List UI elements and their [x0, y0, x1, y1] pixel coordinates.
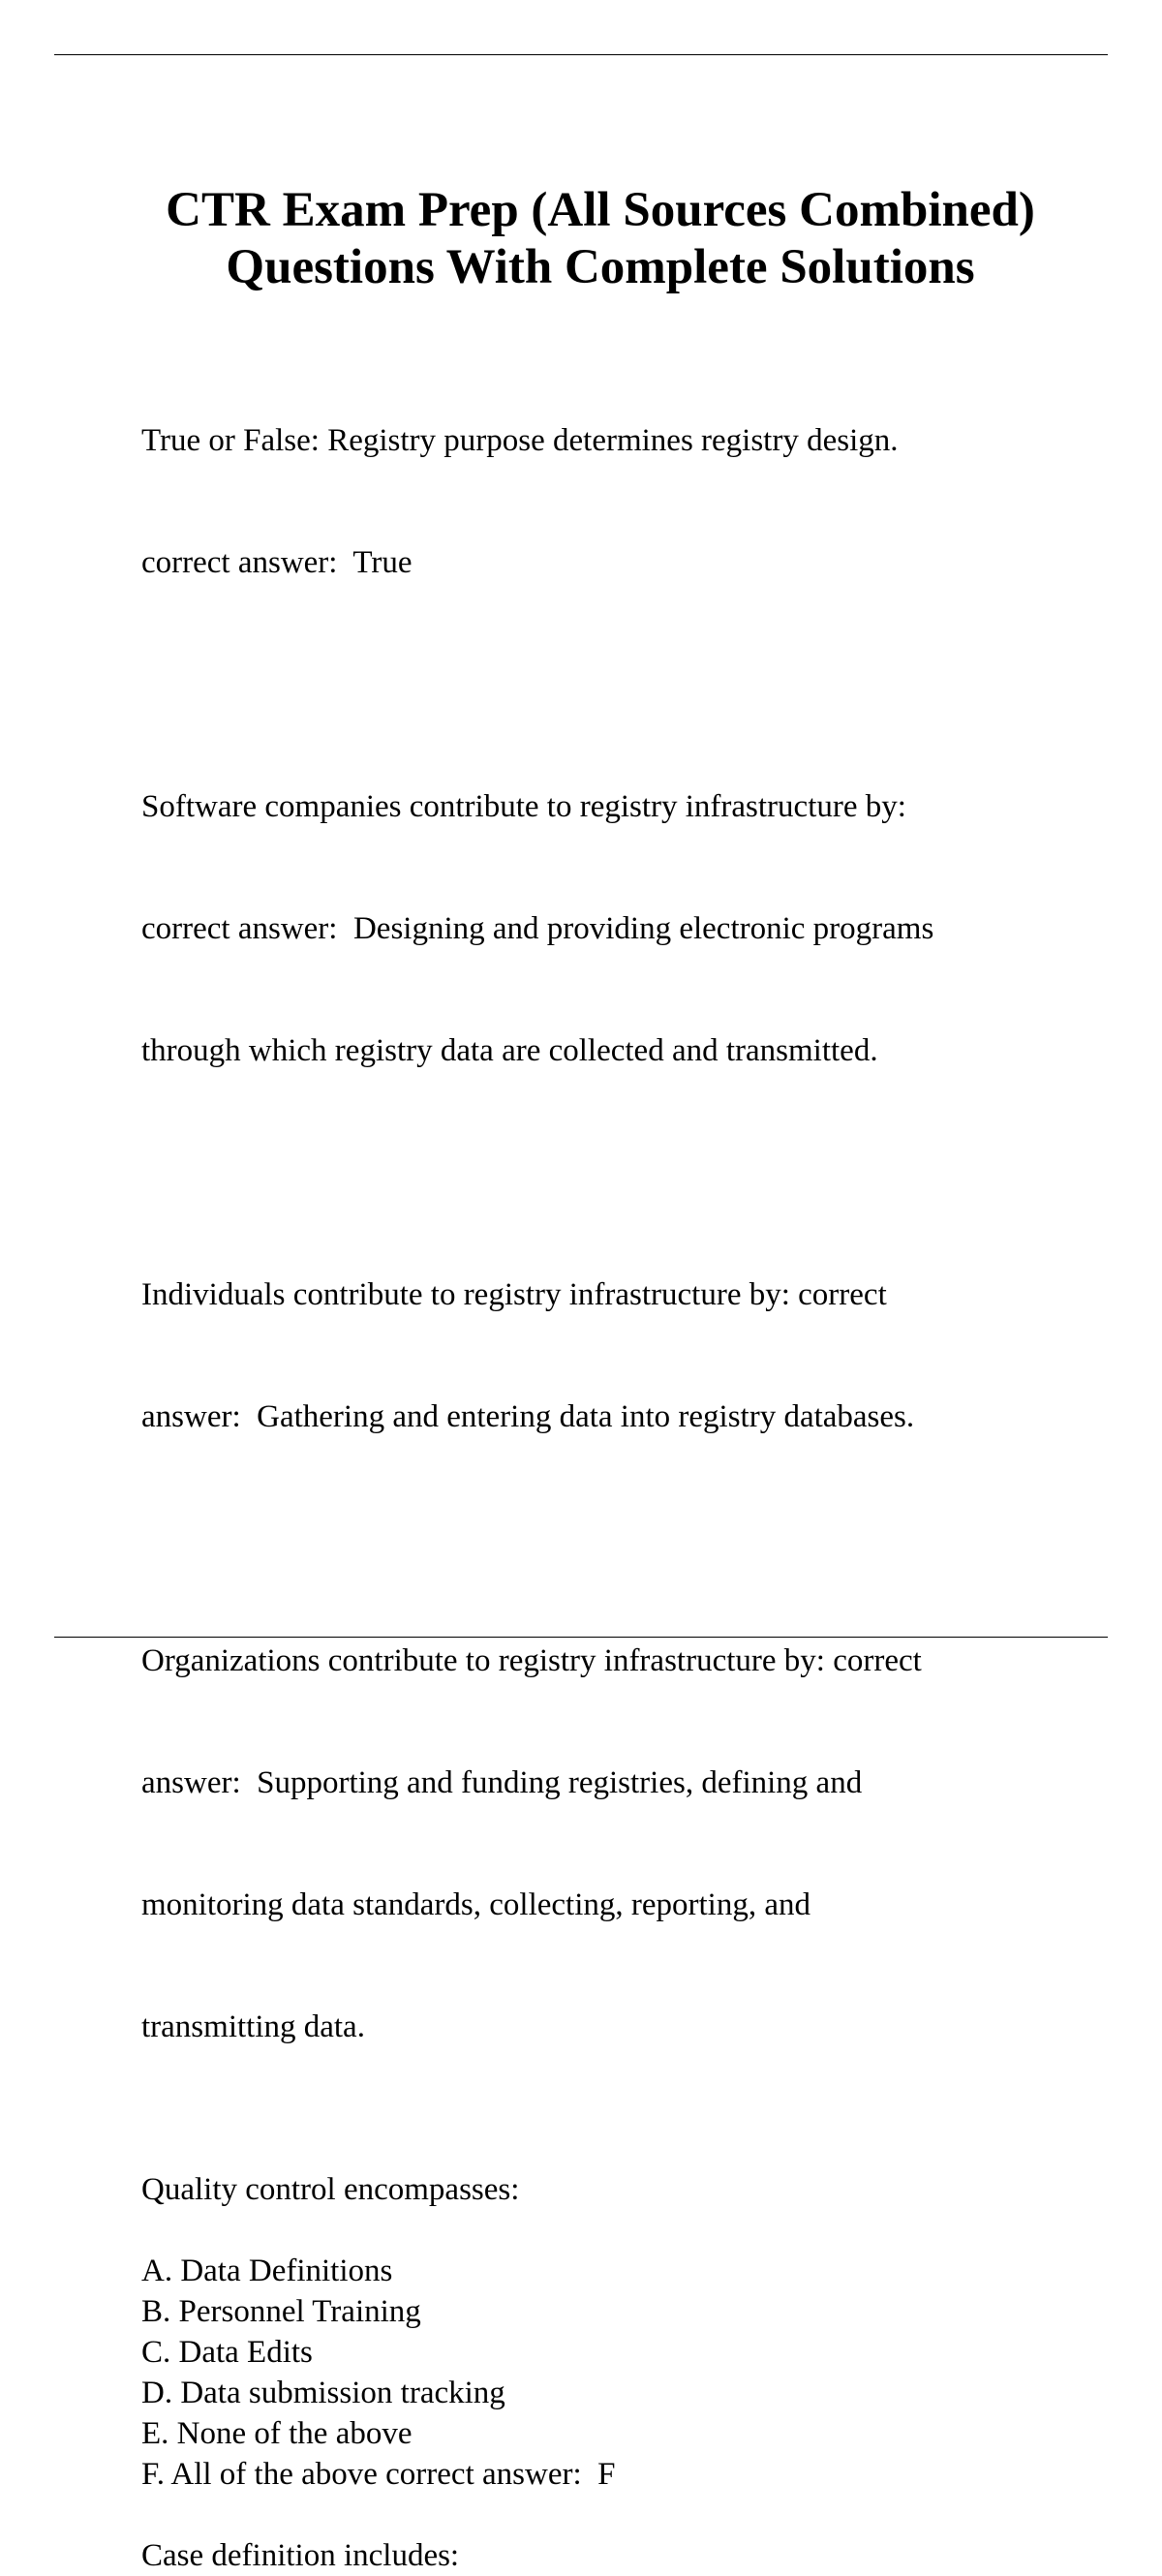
qa-line: answer: Supporting and funding registries, defining and [141, 1765, 863, 1800]
qa-line: answer: Gathering and entering data into registry databases. [141, 1399, 915, 1434]
option-e: E. None of the above [141, 2416, 413, 2451]
title-line-2: Questions With Complete Solutions [226, 240, 975, 294]
option-b: B. Personnel Training [141, 2294, 421, 2329]
qa-line: Individuals contribute to registry infrastructure by: correct [141, 1277, 887, 1312]
bottom-rule [54, 1637, 1108, 1638]
qa-item-organizations [141, 1559, 1071, 2129]
qa-line: correct answer: True [141, 545, 413, 580]
option-a: A. Data Definitions [141, 2254, 393, 2288]
quality-control-options [141, 2251, 1071, 2495]
top-rule [54, 54, 1108, 55]
option-f-with-answer: F. All of the above correct answer: F [141, 2457, 616, 2492]
qa-line: correct answer: Designing and providing electronic programs [141, 911, 934, 946]
qa-line: True or False: Registry purpose determines registry design. [141, 423, 899, 458]
qa-item-software-companies [141, 705, 1071, 1152]
qa-line: transmitting data. [141, 2009, 365, 2044]
qa-line: Software companies contribute to registry infrastructure by: [141, 789, 906, 824]
document-body [141, 339, 1071, 2576]
option-c: C. Data Edits [141, 2335, 313, 2370]
qa-line: monitoring data standards, collecting, reporting, and [141, 1887, 810, 1922]
qa-line: through which registry data are collected and transmitted. [141, 1033, 878, 1068]
qa-line: Organizations contribute to registry infrastructure by: correct [141, 1643, 922, 1678]
quality-control-question: Quality control encompasses: [141, 2172, 520, 2207]
option-d: D. Data submission tracking [141, 2376, 505, 2410]
qa-item-individuals [141, 1193, 1071, 1518]
case-definition-question: Case definition includes: [141, 2538, 460, 2573]
document-title [0, 182, 1162, 296]
title-line-1: CTR Exam Prep (All Sources Combined) [166, 183, 1035, 237]
qa-item-registry-purpose [141, 339, 1071, 664]
